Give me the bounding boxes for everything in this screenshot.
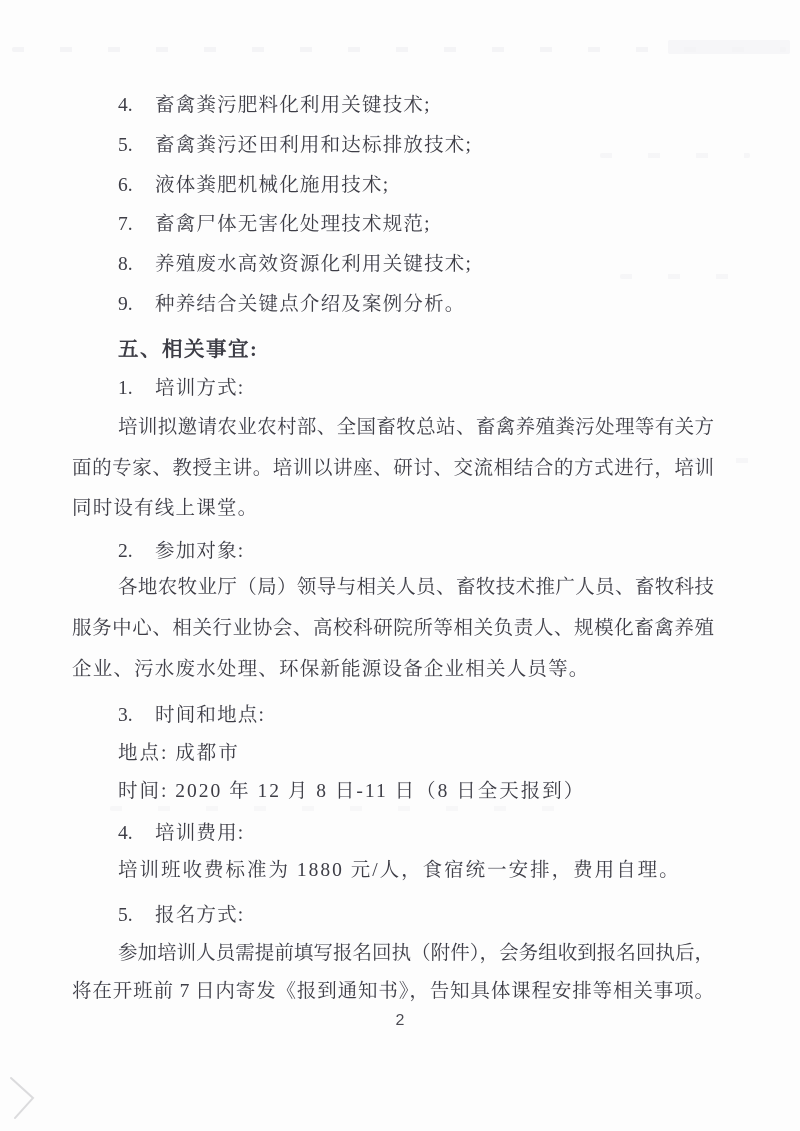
paragraph-line: 面的专家、教授主讲。培训以讲座、研讨、交流相结合的方式进行，培训 bbox=[72, 458, 714, 479]
list-item-number: 4. bbox=[118, 95, 133, 116]
paragraph-line: 服务中心、相关行业协会、高校科研院所等相关负责人、规模化畜禽养殖 bbox=[72, 618, 714, 639]
list-item-number: 8. bbox=[118, 254, 133, 275]
list-item bbox=[72, 211, 714, 238]
list-item-text: 畜禽粪污肥料化利用关键技术; bbox=[155, 95, 431, 116]
subsection-title: 培训方式: bbox=[155, 378, 245, 399]
list-item bbox=[72, 132, 714, 159]
scan-artifact bbox=[110, 806, 590, 811]
paragraph-line: 参加培训人员需提前填写报名回执（附件），会务组收到报名回执后， bbox=[118, 943, 714, 964]
list-item-number: 6. bbox=[118, 175, 133, 196]
subsection-heading bbox=[72, 902, 714, 929]
list-item-text: 畜禽尸体无害化处理技术规范; bbox=[155, 214, 431, 235]
subsection-number: 5. bbox=[118, 905, 133, 926]
subsection-heading bbox=[72, 702, 714, 729]
subsection-heading bbox=[72, 820, 714, 847]
list-item-number: 9. bbox=[118, 294, 133, 315]
time-line: 时间: 2020 年 12 月 8 日-11 日（8 日全天报到） bbox=[118, 781, 586, 802]
section-heading: 五、相关事宜: bbox=[118, 339, 259, 361]
paragraph-line: 培训拟邀请农业农村部、全国畜牧总站、畜禽养殖粪污处理等有关方 bbox=[118, 417, 714, 438]
paragraph-line: 将在开班前 7 日内寄发《报到通知书》，告知具体课程安排等相关事项。 bbox=[72, 981, 714, 1002]
page-fold-mark bbox=[6, 1072, 48, 1124]
list-item bbox=[72, 172, 714, 199]
subsection-title: 报名方式: bbox=[155, 905, 245, 926]
fee-line: 培训班收费标准为 1880 元/人，食宿统一安排，费用自理。 bbox=[118, 860, 681, 881]
list-item bbox=[72, 291, 714, 318]
subsection-title: 培训费用: bbox=[155, 823, 245, 844]
subsection-number: 2. bbox=[118, 541, 133, 562]
subsection-heading bbox=[72, 538, 714, 565]
list-item bbox=[72, 251, 714, 278]
page-number: 2 bbox=[395, 1012, 405, 1029]
list-item-number: 7. bbox=[118, 214, 133, 235]
list-item-text: 养殖废水高效资源化利用关键技术; bbox=[155, 254, 473, 275]
location-line: 地点: 成都市 bbox=[118, 743, 240, 764]
list-item-text: 液体粪肥机械化施用技术; bbox=[155, 175, 390, 196]
paragraph-line: 各地农牧业厅（局）领导与相关人员、畜牧技术推广人员、畜牧科技 bbox=[118, 577, 714, 598]
list-item-text: 畜禽粪污还田利用和达标排放技术; bbox=[155, 135, 473, 156]
list-item-number: 5. bbox=[118, 135, 133, 156]
subsection-title: 时间和地点: bbox=[155, 705, 266, 726]
subsection-number: 1. bbox=[118, 378, 133, 399]
scan-artifact bbox=[668, 40, 790, 54]
list-item-text: 种养结合关键点介绍及案例分析。 bbox=[155, 294, 466, 315]
subsection-title: 参加对象: bbox=[155, 541, 245, 562]
subsection-number: 4. bbox=[118, 823, 133, 844]
paragraph-line: 同时设有线上课堂。 bbox=[72, 498, 259, 519]
subsection-number: 3. bbox=[118, 705, 133, 726]
paragraph-line: 企业、污水废水处理、环保新能源设备企业相关人员等。 bbox=[72, 659, 590, 680]
subsection-heading bbox=[72, 375, 714, 402]
list-item bbox=[72, 92, 714, 119]
